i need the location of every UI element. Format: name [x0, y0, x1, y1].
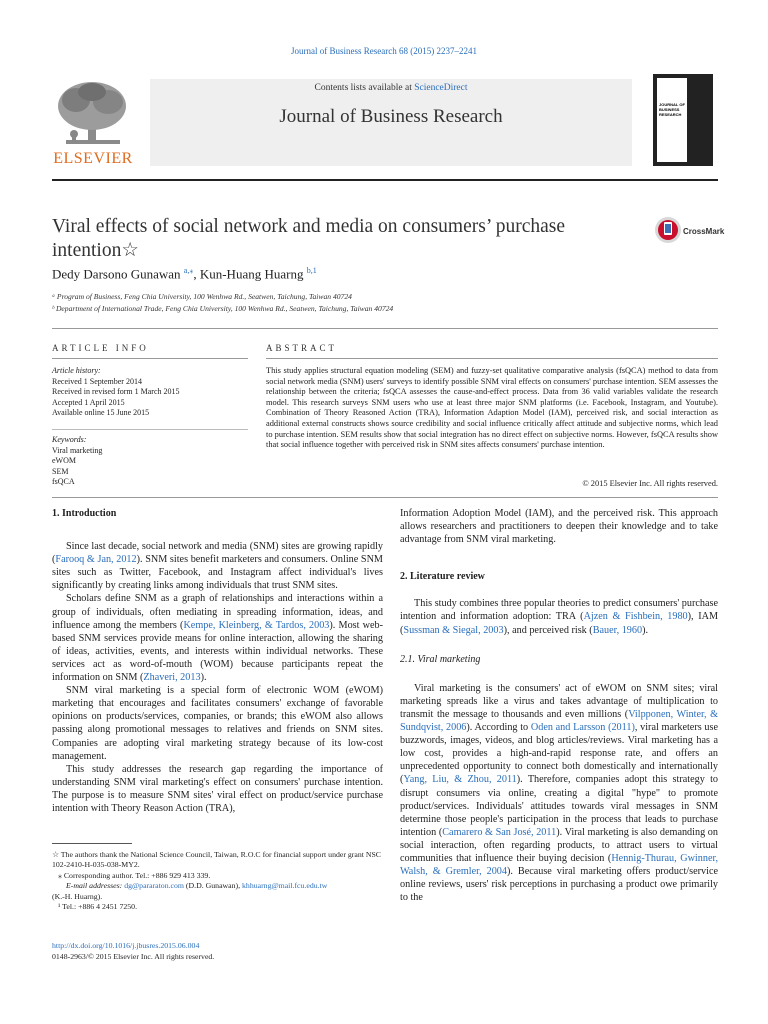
keyword-item: eWOM [52, 456, 76, 465]
paragraph-text: This study combines three popular theories to predict consumers' purchase intention and information adoption: TRA ( [400, 598, 718, 623]
footnote: ⁎ Corresponding author. Tel.: +886 929 413 339. [58, 870, 211, 880]
article-info-heading: ARTICLE INFO [52, 343, 149, 353]
body-paragraph [52, 540, 383, 592]
footnote: ¹ Tel.: +886 4 2451 7250. [58, 902, 138, 912]
body-paragraph [52, 592, 383, 684]
paragraph-text: ). Therefore, companies adopt this strategy to disrupt consumers via online, creating a digital "hype" to promote product/services. Individuals' attitudes towards viral messages in SNM determine those people's participation in the process that leads to purchase intention ( [400, 774, 718, 838]
body-paragraph: Information Adoption Model (IAM), and the perceived risk. This approach allows researchers and practitioners to deepen their knowledge and to take advantage from SNM viral marketing. [400, 508, 718, 546]
author-name: Dedy Darsono Gunawan [52, 266, 184, 282]
header-rule [52, 179, 718, 181]
paragraph-text: Scholars define SNM as a graph of relationships and interactions within a group of individuals, often mediating in spreading information, ideas, and influence among the members ( [52, 593, 383, 631]
affiliation-a: ᵃ Program of Business, Feng Chia University, 100 Wenhwa Rd., Seatwen, Taichung, Taiwan 40724 [52, 292, 352, 301]
body-paragraph: This study addresses the research gap regarding the importance of understanding SNM viral marketing's effect on consumers' purchase intention. The purpose is to measure SNM sites' viral effect on product/service purchase intention with Theory Reason Action (TRA), [52, 763, 383, 814]
sciencedirect-link[interactable]: ScienceDirect [414, 83, 468, 93]
keyword-item: SEM [52, 466, 69, 476]
paragraph-text: ). Most web-based SNM services provide means for online interaction, allowing the sharing of ideas, activities, events, and interests within individual networks. These services act as word-of-mouth (WOM) because participants repeat the information on SNM ( [52, 619, 383, 684]
doi-block [52, 940, 214, 962]
paragraph-text: ). [200, 672, 207, 684]
paragraph-text: , viral marketers use buzzwords, images, videos, and blog articles/reviews. Viral marketing has a low cost, provides a high-and-rapid response rate, and offers an unprecedented opportunity to connect both domestically and internationally ( [400, 722, 718, 786]
paragraph-text: Viral marketing is the consumers' act of eWOM on SNM sites; viral marketing spreads like a virus and takes advantage of multiplication to transmit the message to thousands and even millions ( [400, 682, 718, 720]
email-link[interactable]: khhuarng@mail.fcu.edu.tw [242, 881, 328, 891]
journal-cover-thumbnail[interactable] [653, 74, 713, 166]
paper-title: Viral effects of social network and media on consumers’ purchase intention☆ [52, 216, 566, 261]
divider [52, 328, 718, 329]
history-item: Received in revised form 1 March 2015 [52, 387, 180, 396]
elsevier-wordmark: ELSEVIER [53, 150, 133, 167]
paragraph-text: ). Because viral marketing offers product/service online reviews, users' risk perceptions in purchasing a product owe primarily to the [400, 866, 718, 904]
divider [52, 358, 248, 359]
email-label: E-mail addresses: [66, 881, 125, 891]
contents-line [150, 83, 632, 93]
journal-cover-page [657, 78, 687, 162]
paragraph-text: ), IAM ( [400, 611, 719, 636]
citation-link[interactable]: Bauer, 1960 [592, 624, 643, 636]
divider [52, 497, 718, 498]
keyword-item: fsQCA [52, 477, 75, 486]
history-item: Accepted 1 April 2015 [52, 397, 125, 407]
journal-reference-link[interactable]: Journal of Business Research 68 (2015) 2237–2241 [291, 46, 477, 56]
citation-link[interactable]: Yang, Liu, & Zhou, 2011 [403, 774, 517, 786]
crossmark-label[interactable]: CrossMark [683, 227, 725, 236]
author-affiliation-marker[interactable]: a,⁎ [183, 266, 194, 275]
abstract-copyright: © 2015 Elsevier Inc. All rights reserved. [582, 479, 718, 488]
contents-prefix: Contents lists available at [314, 83, 415, 93]
footnote: (K.-H. Huarng). [52, 891, 103, 901]
keywords-label: Keywords: [52, 435, 87, 444]
footnote-emails [52, 881, 383, 891]
paragraph-text: ), and perceived risk ( [503, 624, 593, 636]
citation-link[interactable]: Kempe, Kleinberg, & Tardos, 2003 [183, 619, 330, 631]
journal-title: Journal of Business Research [279, 106, 503, 127]
section-heading-introduction: 1. Introduction [52, 508, 117, 519]
email-owner: (D.D. Gunawan), [183, 881, 243, 891]
citation-link[interactable]: Sussman & Siegal, 2003 [403, 624, 504, 636]
history-item: Available online 15 June 2015 [52, 408, 150, 417]
history-item: Received 1 September 2014 [52, 376, 142, 386]
citation-link[interactable]: Ajzen & Fishbein, 1980 [583, 611, 688, 623]
doi-link[interactable]: http://dx.doi.org/10.1016/j.jbusres.2015.06.004 [52, 941, 200, 950]
author-list [52, 266, 317, 282]
affiliation-b: ᵇ Department of International Trade, Feng Chia University, 100 Wenhwa Rd., Seatwen, Taichung, Taiwan 40724 [52, 304, 394, 313]
paragraph-text: ). SNM sites benefit marketers and consumers. Online SNM sites such as Twitter, Facebook, and Instagram affect individual's lives significantly by creating links among individuals that trust SNM sites. [52, 554, 383, 592]
abstract-text: This study applies structural equation modeling (SEM) and fuzzy-set qualitative comparative analysis (fsQCA) method to data from social network media (SNM) users' surveys to identify possible SNM viral effects on consumers' purchase intention. SEM assesses the relationship between the criteria; fsQCA assesses the cause-and-effect process. Data from 36 valid variables validate the research model. This research surveys SNM users who use at least three major SNM platforms (i.e. Facebook, Instagram, and Youtube). Combination of Theory Reasoned Action (TRA), Information Adaption Model (IAM), perceived risk, and social interaction as additional external constructs shows source credibility and social influence critically affect attitude and subjective norms, which lead to purchase intention. SEM results show that social integration has no direct effect on subjective norms. However, fsQCA results show that social influence together with perceived risk in SNM sites affects consumers' purchase intention. [266, 366, 718, 450]
body-paragraph: SNM viral marketing is a special form of electronic WOM (eWOM) marketing that encourages and facilitates consumers' exchange of favorable opinions on products/services, companies, or brands; this eWOM also allows passing along promotional messages to relatives and friends on SNM sites. Companies are adopting viral marketing strategy because of its low-cost management. [52, 685, 383, 762]
paragraph-text: Since last decade, social network and media (SNM) sites are growing rapidly ( [52, 541, 383, 566]
paragraph-text: ). According to [466, 722, 531, 734]
footnotes [52, 850, 383, 912]
issn-line: 0148-2963/© 2015 Elsevier Inc. All rights reserved. [52, 952, 215, 961]
keyword-item: Viral marketing [52, 445, 103, 455]
citation-link[interactable]: Farooq & Jan, 2012 [55, 554, 137, 566]
body-right-column [400, 507, 718, 904]
citation-link[interactable]: Zhaveri, 2013 [143, 672, 201, 684]
paragraph-text: ). Viral marketing is also demanding on social interaction, often regarding products, to attract users to virtual communities that influence their buying decision ( [400, 826, 718, 864]
body-paragraph [400, 597, 718, 636]
crossmark-icon[interactable] [654, 215, 682, 247]
citation-link[interactable]: Vilpponen, Winter, & Sundqvist, 2006 [400, 708, 718, 734]
body-paragraph [400, 682, 718, 905]
citation-link[interactable]: Hennig-Thurau, Gwinner, Walsh, & Gremler, 2004 [400, 852, 718, 878]
body-left-column [52, 507, 383, 815]
author-name: , Kun-Huang Huarng [193, 266, 307, 282]
subsection-heading-viral-marketing: 2.1. Viral marketing [400, 653, 481, 665]
email-link[interactable]: dg@pararaton.com [124, 881, 184, 891]
divider [52, 429, 248, 430]
author-affiliation-marker[interactable]: b,1 [306, 266, 317, 275]
section-heading-literature-review: 2. Literature review [400, 571, 485, 583]
keywords [52, 435, 252, 488]
paragraph-text: ). [642, 624, 649, 636]
cover-title: JOURNAL OF BUSINESS RESEARCH [659, 102, 685, 117]
divider [266, 358, 718, 359]
citation-link[interactable]: Oden and Larsson (2011) [530, 722, 635, 734]
abstract-heading: ABSTRACT [266, 343, 338, 353]
footnote-rule [52, 843, 132, 844]
footnote: ☆ The authors thank the National Science Council, Taiwan, R.O.C for financial support under grant NSC 102-2410-H-035-038-MY2. [52, 850, 382, 870]
citation-link[interactable]: Camarero & San José, 2011 [442, 826, 557, 838]
article-history [52, 366, 252, 419]
history-label: Article history: [52, 366, 101, 375]
